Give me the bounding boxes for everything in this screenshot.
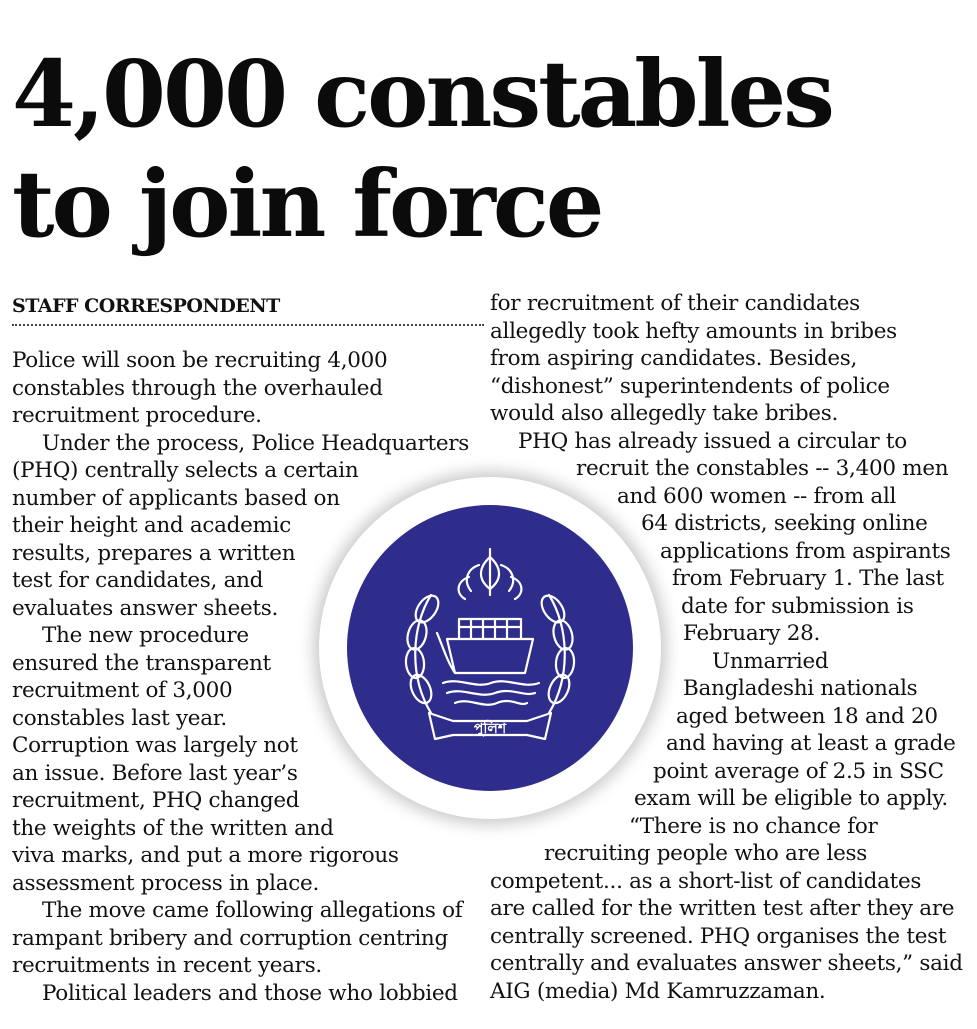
right-column-line: 64 districts, seeking online — [641, 511, 928, 536]
left-column-line: results, prepares a written — [12, 540, 296, 566]
left-column-line: recruitments in recent years. — [12, 953, 322, 978]
left-column-line: The new procedure — [42, 623, 249, 648]
right-column-line: allegedly took hefty amounts in bribes — [490, 318, 897, 344]
right-column-line: and 600 women -- from all — [617, 483, 897, 509]
left-column-line: recruitment, PHQ changed — [12, 788, 300, 813]
right-column-line: “dishonest” superintendents of police — [490, 373, 890, 399]
left-column-line: constables through the overhauled — [12, 375, 383, 401]
right-column-line: centrally and evaluates answer sheets,” said — [490, 951, 963, 976]
left-column-line: Political leaders and those who lobbied — [42, 980, 458, 1006]
right-column-line: centrally screened. PHQ organises the test — [490, 923, 947, 949]
right-column-line: recruiting people who are less — [544, 841, 867, 866]
left-column-line: rampant bribery and corruption centring — [12, 925, 448, 951]
police-emblem-icon — [319, 477, 661, 819]
right-column-line: exam will be eligible to apply. — [634, 786, 948, 811]
emblem-label: পুলিশ — [473, 721, 507, 737]
left-column-line: Police will soon be recruiting 4,000 — [12, 348, 388, 373]
right-column-line: aged between 18 and 20 — [676, 703, 938, 729]
right-column-line: competent... as a short-list of candidates — [490, 868, 922, 894]
left-column-line: Under the process, Police Headquarters — [42, 430, 470, 456]
right-column-line: from aspiring candidates. Besides, — [490, 346, 858, 371]
right-column-line: and having at least a grade — [666, 731, 956, 756]
right-column-line: for recruitment of their candidates — [490, 291, 860, 316]
right-column-line: from February 1. The last — [672, 566, 944, 591]
left-column-line: recruitment of 3,000 — [12, 678, 233, 703]
left-column-line: The move came following allegations of — [42, 898, 463, 923]
right-column-line: point average of 2.5 in SSC — [653, 758, 944, 784]
headline-line-1: 4,000 constables — [12, 40, 832, 148]
right-column-line: applications from aspirants — [660, 538, 951, 564]
right-column-line: February 28. — [683, 621, 821, 646]
left-column-line: constables last year. — [12, 705, 227, 731]
left-column-line: number of applicants based on — [12, 485, 340, 511]
left-column-line: ensured the transparent — [12, 650, 271, 676]
right-column-line: AIG (media) Md Kamruzzaman. — [490, 978, 826, 1004]
byline: STAFF CORRESPONDENT — [12, 294, 484, 326]
police-emblem — [319, 477, 661, 819]
right-column-line: “There is no chance for — [629, 813, 878, 839]
left-column-line: test for candidates, and — [12, 568, 264, 593]
left-column-line: (PHQ) centrally selects a certain — [12, 458, 359, 483]
left-column-line: assessment process in place. — [12, 870, 319, 896]
left-column-line: an issue. Before last year’s — [12, 760, 298, 786]
left-column-line: their height and academic — [12, 513, 291, 538]
right-column-line: would also allegedly take bribes. — [490, 401, 838, 426]
right-column-line: date for submission is — [681, 593, 914, 619]
left-column-line: Corruption was largely not — [12, 733, 298, 758]
right-column-line: Unmarried — [712, 648, 829, 674]
left-column-line: the weights of the written and — [12, 815, 334, 841]
right-column-line: PHQ has already issued a circular to — [518, 428, 907, 454]
right-column-line: are called for the written test after they are — [490, 896, 955, 921]
left-column-line: recruitment procedure. — [12, 403, 262, 428]
headline-line-2: to join force — [12, 150, 602, 258]
left-column-line: viva marks, and put a more rigorous — [12, 843, 399, 868]
right-column-line: recruit the constables -- 3,400 men — [576, 456, 949, 481]
right-column-line: Bangladeshi nationals — [683, 676, 918, 701]
left-column-line: evaluates answer sheets. — [12, 595, 279, 621]
